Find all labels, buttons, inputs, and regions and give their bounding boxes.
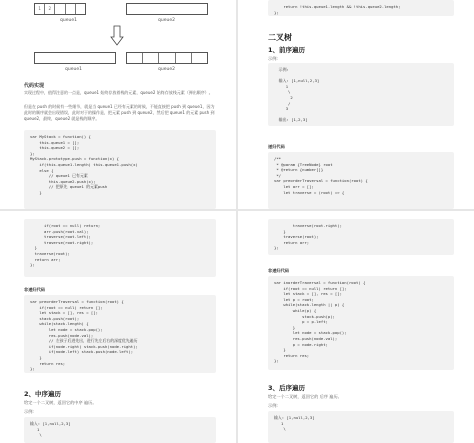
example-label: 示例: bbox=[268, 56, 278, 61]
example-code-block bbox=[268, 63, 454, 126]
code-text: 输入: [1,null,2,3] 1 \ bbox=[274, 415, 315, 432]
queue-cell bbox=[66, 4, 76, 14]
subsection-title: 2、中序遍历 bbox=[24, 390, 62, 398]
iterative-label: 非递归代码 bbox=[268, 268, 289, 273]
code-block bbox=[24, 295, 216, 373]
code-block bbox=[24, 219, 216, 277]
iterative-label: 非递归代码 bbox=[24, 287, 45, 292]
queue-cell bbox=[76, 4, 85, 14]
paragraph: 但是在 push 的时候有一些细节，就是当 queue1 已经有元素的时候，不能直接把 push 到 queue1，因为此时的顺序就会出现错误，此时对于的操作是，把元素 push 到 queue2，然后把 queue1 的元素 push 到 queue2，最终，queue2 就是栈的顺序。 bbox=[24, 104, 215, 121]
paragraph: 实现过程中，值得注意的一点是，queue1 始终存放着栈的元素，queue2 始终存放栈元素（弹出顺序）。 bbox=[24, 90, 213, 95]
example-code-block bbox=[24, 417, 216, 443]
code-text: traverse(root.right); } traverse(root); return arr; }; bbox=[274, 223, 342, 251]
section-title: 二叉树 bbox=[268, 33, 292, 42]
code-text: var preorderTraversal = function(root) { if(root == null) return []; let stack = [], res = []; stack.push(root); while(stack.length) { let node = stack.pop(); res.push(node.val); // 左孩子后进先出，进行先左后右的深度优先遍历 if(node.right) stack.push(node.right); if(node.left) stack.push(node.left); } return res; }; bbox=[30, 299, 138, 372]
code-block bbox=[268, 276, 454, 370]
code-text: /** * @param {TreeNode} root * @return {number[]} */ var preorderTraversal = function(root) { let arr = []; let traverse = (root) => { bbox=[274, 156, 368, 195]
example-label: 示例: bbox=[24, 409, 34, 414]
recursive-label: 递归代码 bbox=[268, 144, 285, 149]
subsection-title: 1、前序遍历 bbox=[268, 46, 306, 54]
code-block bbox=[268, 152, 454, 209]
code-text: 示例: 输入: [1,null,2,3] 1 \ 2 / 3 输出: [1,2,3] bbox=[278, 67, 320, 123]
queue-cell: 2 bbox=[45, 4, 55, 14]
code-block bbox=[268, 219, 454, 255]
page-1 bbox=[0, 0, 236, 209]
queue2-bottom-label: queue2 bbox=[158, 67, 175, 72]
queue1-box-bottom bbox=[34, 52, 116, 64]
queue-cell: 1 bbox=[35, 4, 45, 14]
page-4 bbox=[238, 211, 474, 443]
queue2-label: queue2 bbox=[158, 18, 175, 23]
queue1-label: queue1 bbox=[60, 18, 77, 23]
code-block bbox=[24, 130, 216, 209]
example-label: 示例: bbox=[268, 403, 278, 408]
queue-cell bbox=[55, 4, 65, 14]
page-3 bbox=[0, 211, 236, 443]
code-text: var inorderTraversal = function(root) { if(root == null) return []; let stack = [], res = []; let p = root; while(stack.length || p) { while(p) { stack.push(p); p = p.left; } let node = stack.pop(); res.push(node.val); p = node.right; } return res; }; bbox=[274, 280, 366, 364]
code-text: if(root == null) return; arr.push(root.val); traverse(root.left); traverse(root.right); } traverse(root); return arr; }; bbox=[30, 223, 101, 268]
code-text: var MyStack = function() { this.queue1 = []; this.queue2 = []; }; MyStack.prototype.push = function(x) { if(this.queue1.length) this.queue1.push(x) else { // queue1 已有元素 this.queue2.push(x); // 把原先 queue1 的元素push } bbox=[30, 134, 138, 195]
page-2 bbox=[238, 0, 474, 209]
code-text: 输入: [1,null,2,3] 1 \ bbox=[30, 421, 71, 438]
description: 给定一个二叉树，返回它的中序 遍历。 bbox=[24, 400, 97, 405]
down-arrow-icon bbox=[110, 25, 124, 47]
queue1-box-top bbox=[34, 3, 86, 15]
code-block bbox=[268, 0, 454, 16]
subsection-title: 3、后序遍历 bbox=[268, 384, 306, 392]
queue1-bottom-label: queue1 bbox=[65, 67, 82, 72]
queue2-box-top bbox=[126, 3, 208, 15]
example-code-block bbox=[268, 411, 454, 443]
code-text: return !this.queue1.length && !this.queue2.length; }; bbox=[274, 4, 401, 15]
section-heading: 代码实现 bbox=[24, 83, 45, 89]
queue2-box-bottom bbox=[126, 52, 208, 64]
description: 给定一个二叉树，返回它的 后序 遍历。 bbox=[268, 394, 342, 399]
